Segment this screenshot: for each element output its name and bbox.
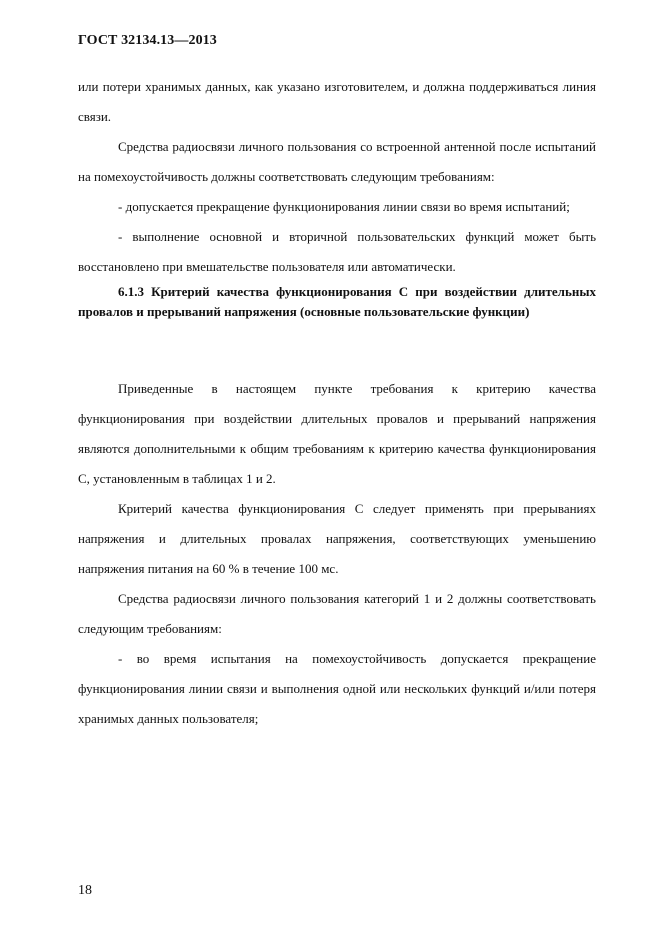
list-item-test-allowance: - во время испытания на помехоустойчивость допускается прекращение функционирования линии связи и выполнения одной или нескольких функций и/или потеря хранимых данных пользователя; bbox=[78, 651, 596, 726]
document-body bbox=[78, 72, 596, 734]
document-header-code: ГОСТ 32134.13—2013 bbox=[78, 33, 217, 48]
paragraph-criterion-scope: Приведенные в настоящем пункте требования к критерию качества функционирования при воздействии длительных провалов и прерываний напряжения являются дополнительными к общим требованиям к критерию качества функционирования C, установленным в таблицах 1 и 2. bbox=[78, 381, 596, 486]
paragraph-continuation: или потери хранимых данных, как указано изготовителем, и должна поддерживаться линия связи. bbox=[78, 79, 596, 124]
paragraph-criterion-application: Критерий качества функционирования C следует применять при прерываниях напряжения и длительных провалах напряжения, соответствующих уменьшению напряжения питания на 60 % в течение 100 мс. bbox=[78, 501, 596, 576]
section-heading-6-1-3: 6.1.3 Критерий качества функционирования C при воздействии длительных провалов и прерываний напряжения (основные пользовательские функции) bbox=[78, 284, 596, 319]
page-number: 18 bbox=[78, 883, 92, 898]
paragraph-category-requirements: Средства радиосвязи личного пользования категорий 1 и 2 должны соответствовать следующим требованиям: bbox=[78, 591, 596, 636]
list-item-function-restore: - выполнение основной и вторичной пользовательских функций может быть восстановлено при вмешательстве пользователя или автоматически. bbox=[78, 229, 596, 274]
paragraph-requirements-intro: Средства радиосвязи личного пользования со встроенной антенной после испытаний на помехоустойчивость должны соответствовать следующим требованиям: bbox=[78, 139, 596, 184]
list-item-link-interruption: - допускается прекращение функционирования линии связи во время испытаний; bbox=[118, 199, 570, 214]
